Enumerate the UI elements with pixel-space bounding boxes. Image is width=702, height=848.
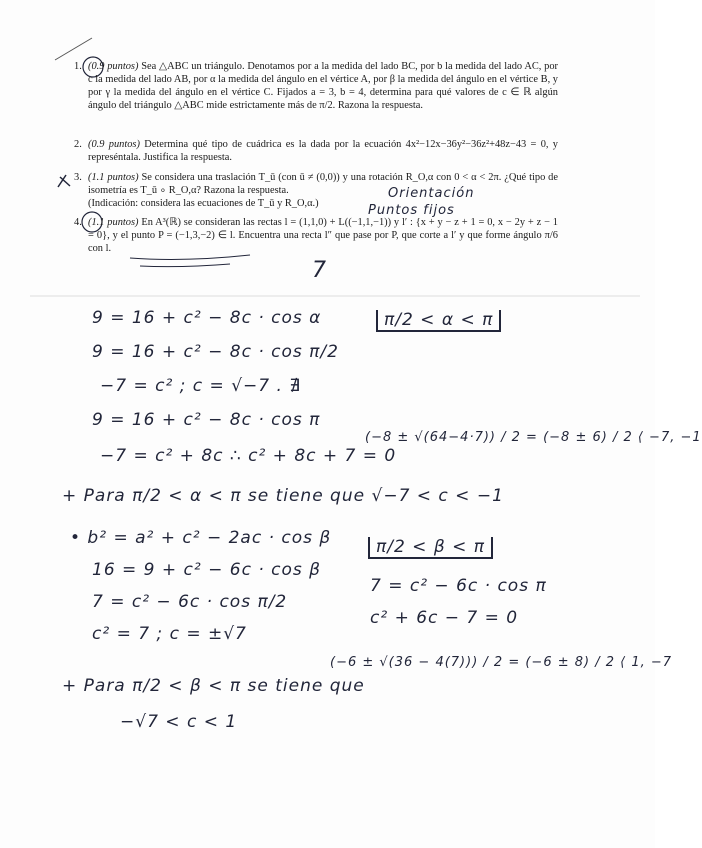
hw-line: 16 = 9 + c² − 6c · cos β (92, 560, 321, 580)
question-3: 3. (1.1 puntos) Se considera una traslación T_ū (con ū ≠ (0,0)) y una rotación R_O,α con 0 < α < 2π. ¿Qué tipo de isometría es T_ū ∘ R_O,α? Razona la respuesta. (Indicación: considera las ecuaciones de T_ū y R_O,α.) (74, 172, 558, 209)
hw-line: −7 = c² ; c = √−7 . ∄ (100, 376, 302, 396)
hw-line: 7 = c² − 6c · cos π/2 (92, 592, 288, 612)
hw-line: (−6 ± √(36 − 4(7))) / 2 = (−6 ± 8) / 2 ⟨ 1, −7 (330, 655, 673, 670)
question-4: 4. (1.1 puntos) En A³(ℝ) se consideran las rectas l = (1,1,0) + L((−1,1,−1)) y l′ : {x + y − z + 1 = 0, x − 2y + z − 1 = 0}, y el punto P = (−1,3,−2) ∈ l. Encuentra una recta l″ que pase por P, que corte a l′ y que forme ángulo π/6 con l. (74, 217, 558, 254)
hw-line: + Para π/2 < α < π se tiene que √−7 < c < −1 (62, 486, 504, 506)
hw-boxed-condition: π/2 < β < π (368, 537, 493, 559)
hw-line: c² = 7 ; c = ±√7 (92, 624, 247, 644)
hw-line: −√7 < c < 1 (120, 712, 238, 732)
hw-line: • b² = a² + c² − 2ac · cos β (70, 528, 332, 548)
hw-line: c² + 6c − 7 = 0 (370, 608, 519, 628)
hw-line: + Para π/2 < β < π se tiene que (62, 676, 365, 696)
question-1: 1. (0.9 puntos) Sea △ABC un triángulo. Denotamos por a la medida del lado BC, por b la medida del lado AC, por c la medida del lado AB, por α la medida del ángulo en el vértice A, por β la medida del ángulo en el vértice B, y por γ la medida del ángulo en el vértice C. Fijados a = 3, b = 4, determina para qué valores de c ∈ ℝ algún ángulo del triángulo △ABC mide estrictamente más de π/2. Razona la respuesta. (74, 61, 558, 111)
note-puntos-fijos: Puntos fijos (368, 203, 455, 218)
hw-boxed-condition: π/2 < α < π (376, 310, 501, 332)
hw-line: 9 = 16 + c² − 8c · cos α (92, 308, 322, 328)
hw-line: (−8 ± √(64−4·7)) / 2 = (−8 ± 6) / 2 ⟨ −7, −1 (365, 430, 702, 445)
note-mark: 7 (312, 258, 327, 283)
question-2: 2. (0.9 puntos) Determina qué tipo de cuádrica es la dada por la ecuación 4x²−12x−36y²−36z²+48z−43 = 0, y represéntala. Justifica la respuesta. (74, 139, 559, 163)
hw-line: 7 = c² − 6c · cos π (370, 576, 547, 596)
hw-line: 9 = 16 + c² − 8c · cos π (92, 410, 321, 430)
hw-line: −7 = c² + 8c ∴ c² + 8c + 7 = 0 (100, 446, 397, 466)
hw-line: 9 = 16 + c² − 8c · cos π/2 (92, 342, 339, 362)
note-orientacion: Orientación (388, 186, 475, 201)
